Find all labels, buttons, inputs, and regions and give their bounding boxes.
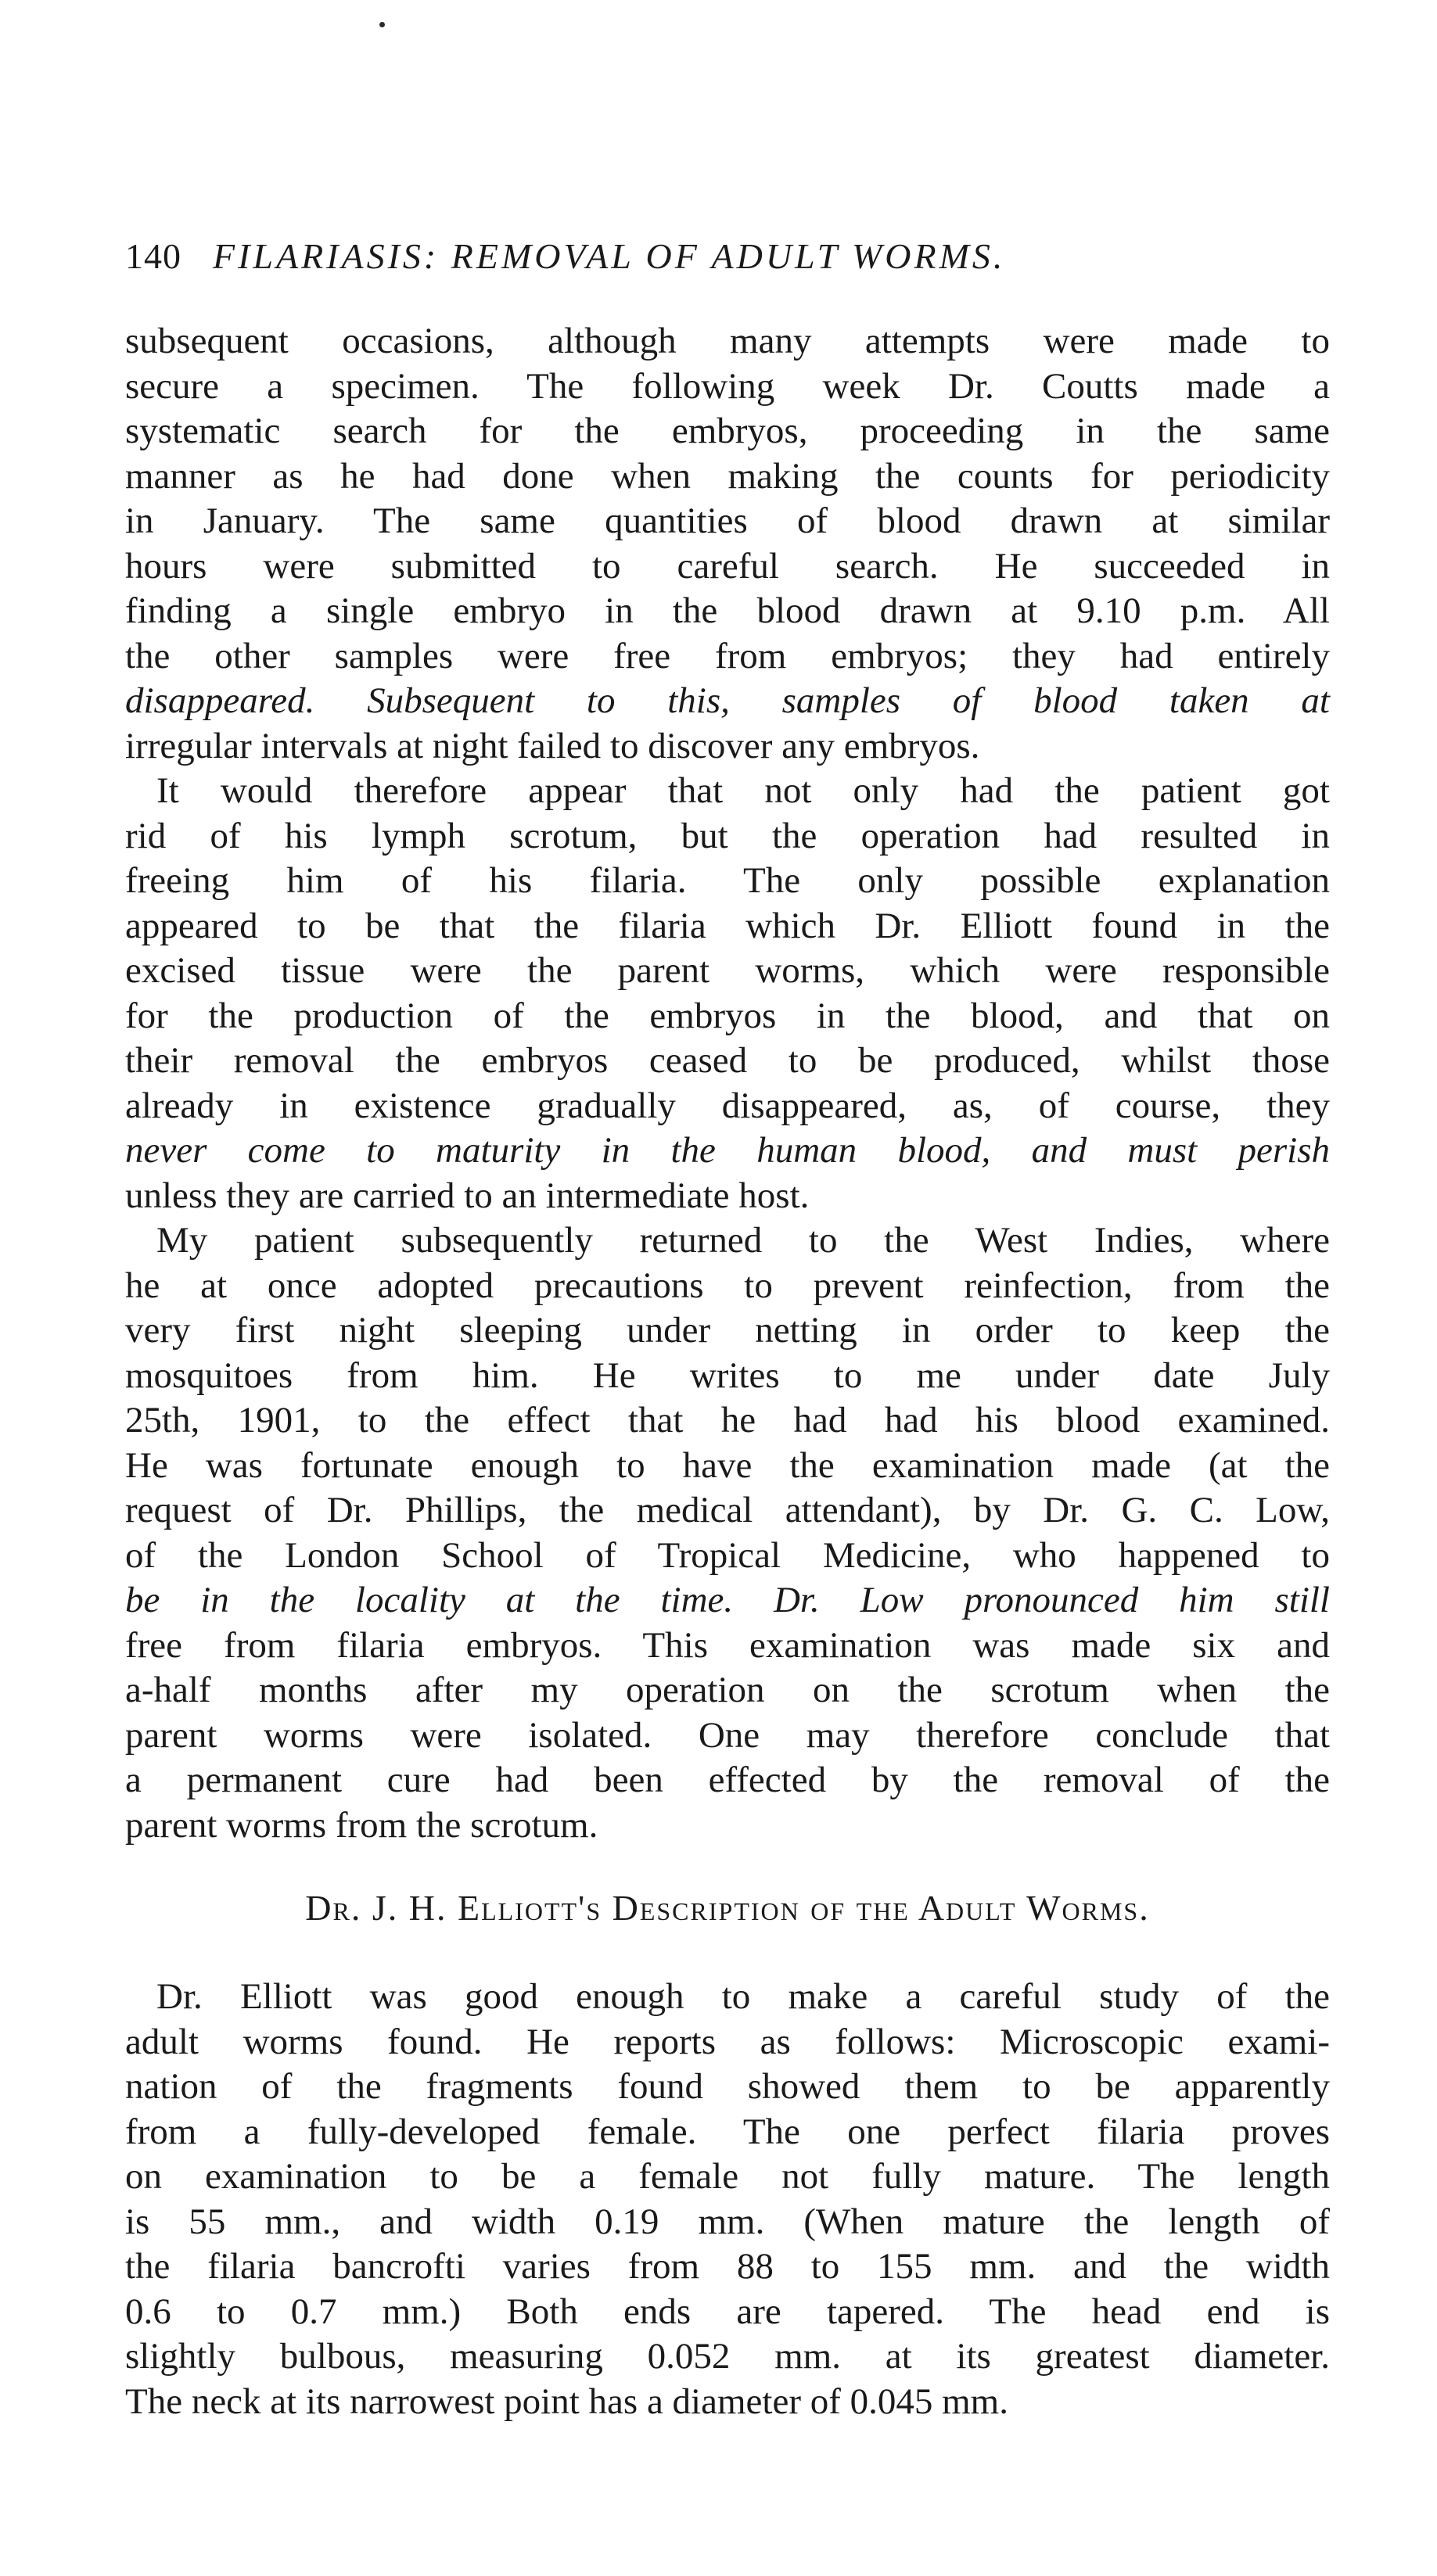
text-line: be in the locality at the time. Dr. Low pronounced him still — [125, 1580, 1330, 1620]
text-line: freeing him of his filaria. The only possible explanation — [125, 860, 1330, 901]
text-line: he at once adopted precautions to prevent reinfection, from the — [125, 1265, 1330, 1306]
text-line: nation of the fragments found showed them to be apparently — [125, 2066, 1330, 2107]
text-line: hours were submitted to careful search. He succeeded in — [125, 545, 1330, 587]
text-line: free from filaria embryos. This examination was made six and — [125, 1624, 1330, 1666]
text-line: appeared to be that the filaria which Dr. Elliott found in the — [125, 905, 1330, 946]
text-line: Dr. Elliott was good enough to make a careful study of the — [156, 1976, 1330, 2017]
text-line: mosquitoes from him. He writes to me under date July — [125, 1354, 1330, 1396]
text-line: parent worms from the scrotum. — [125, 1804, 598, 1846]
text-line: their removal the embryos ceased to be produced, whilst those — [125, 1040, 1330, 1081]
print-speck — [379, 22, 385, 27]
text-line: in January. The same quantities of blood drawn at similar — [125, 500, 1330, 541]
paragraph-2 — [125, 769, 1330, 1218]
paragraph-1 — [125, 319, 1330, 769]
text-line: excised tissue were the parent worms, which were responsible — [125, 950, 1330, 991]
text-line: the filaria bancrofti varies from 88 to 155 mm. and the width — [125, 2246, 1330, 2287]
book-page — [125, 0, 1330, 2576]
text-line: He was fortunate enough to have the examination made (at the — [125, 1444, 1330, 1486]
text-line: manner as he had done when making the counts for periodicity — [125, 455, 1330, 497]
text-line: finding a single embryo in the blood drawn at 9.10 p.m. All — [125, 590, 1330, 631]
text-line: very first night sleeping under netting in order to keep the — [125, 1310, 1330, 1351]
text-line: a-half months after my operation on the scrotum when the — [125, 1670, 1330, 1710]
text-line — [125, 679, 1330, 724]
section-heading: Dr. J. H. Elliott's Description of the Adult Worms. — [305, 1888, 1150, 1928]
text-line: for the production of the embryos in the blood, and that on — [125, 995, 1330, 1036]
text-line: It would therefore appear that not only had the patient got — [156, 770, 1330, 811]
text-line: rid of his lymph scrotum, but the operation had resulted in — [125, 815, 1330, 856]
running-head — [125, 235, 1330, 278]
text-line: irregular intervals at night failed to discover any embryos. — [125, 725, 980, 766]
text-line: unless they are carried to an intermediate host. — [125, 1175, 810, 1216]
text-line: never come to maturity in the human blood, and must perish — [125, 1130, 1330, 1171]
text-line: on examination to be a female not fully mature. The length — [125, 2156, 1330, 2197]
text-line: of the London School of Tropical Medicine, who happened to — [125, 1534, 1330, 1576]
text-line: adult worms found. He reports as follows: Microscopic exami- — [125, 2021, 1330, 2062]
text-line: subsequent occasions, although many attempts were made to — [125, 321, 1330, 361]
text-line: a permanent cure had been effected by the removal of the — [125, 1760, 1330, 1800]
page-number: 140 — [125, 236, 181, 276]
text-line: My patient subsequently returned to the West Indies, where — [156, 1220, 1330, 1261]
text-line: is 55 mm., and width 0.19 mm. (When mature the length of — [125, 2201, 1330, 2242]
paragraph-3 — [125, 1218, 1330, 1848]
text-line: systematic search for the embryos, proceeding in the same — [125, 411, 1330, 451]
text-line: the other samples were free from embryos; they had entirely — [125, 635, 1330, 676]
text-line: request of Dr. Phillips, the medical attendant), by Dr. G. C. Low, — [125, 1490, 1330, 1530]
text-line: parent worms were isolated. One may therefore conclude that — [125, 1714, 1330, 1756]
italic-text: disappeared. Subsequent to this, samples of blood taken at — [125, 680, 1330, 721]
text-line: The neck at its narrowest point has a diameter of 0.045 mm. — [125, 2380, 1008, 2422]
text-line: 0.6 to 0.7 mm.) Both ends are tapered. The head end is — [125, 2291, 1330, 2332]
text-line: already in existence gradually disappeared, as, of course, they — [125, 1085, 1330, 1126]
running-title: FILARIASIS: REMOVAL OF ADULT WORMS. — [213, 236, 1006, 276]
text-line: slightly bulbous, measuring 0.052 mm. at its greatest diameter. — [125, 2336, 1330, 2377]
text-line: secure a specimen. The following week Dr. Coutts made a — [125, 365, 1330, 407]
paragraph-4 — [125, 1975, 1330, 2424]
text-line: from a fully-developed female. The one perfect filaria proves — [125, 2111, 1330, 2152]
text-line: 25th, 1901, to the effect that he had had his blood examined. — [125, 1400, 1330, 1440]
